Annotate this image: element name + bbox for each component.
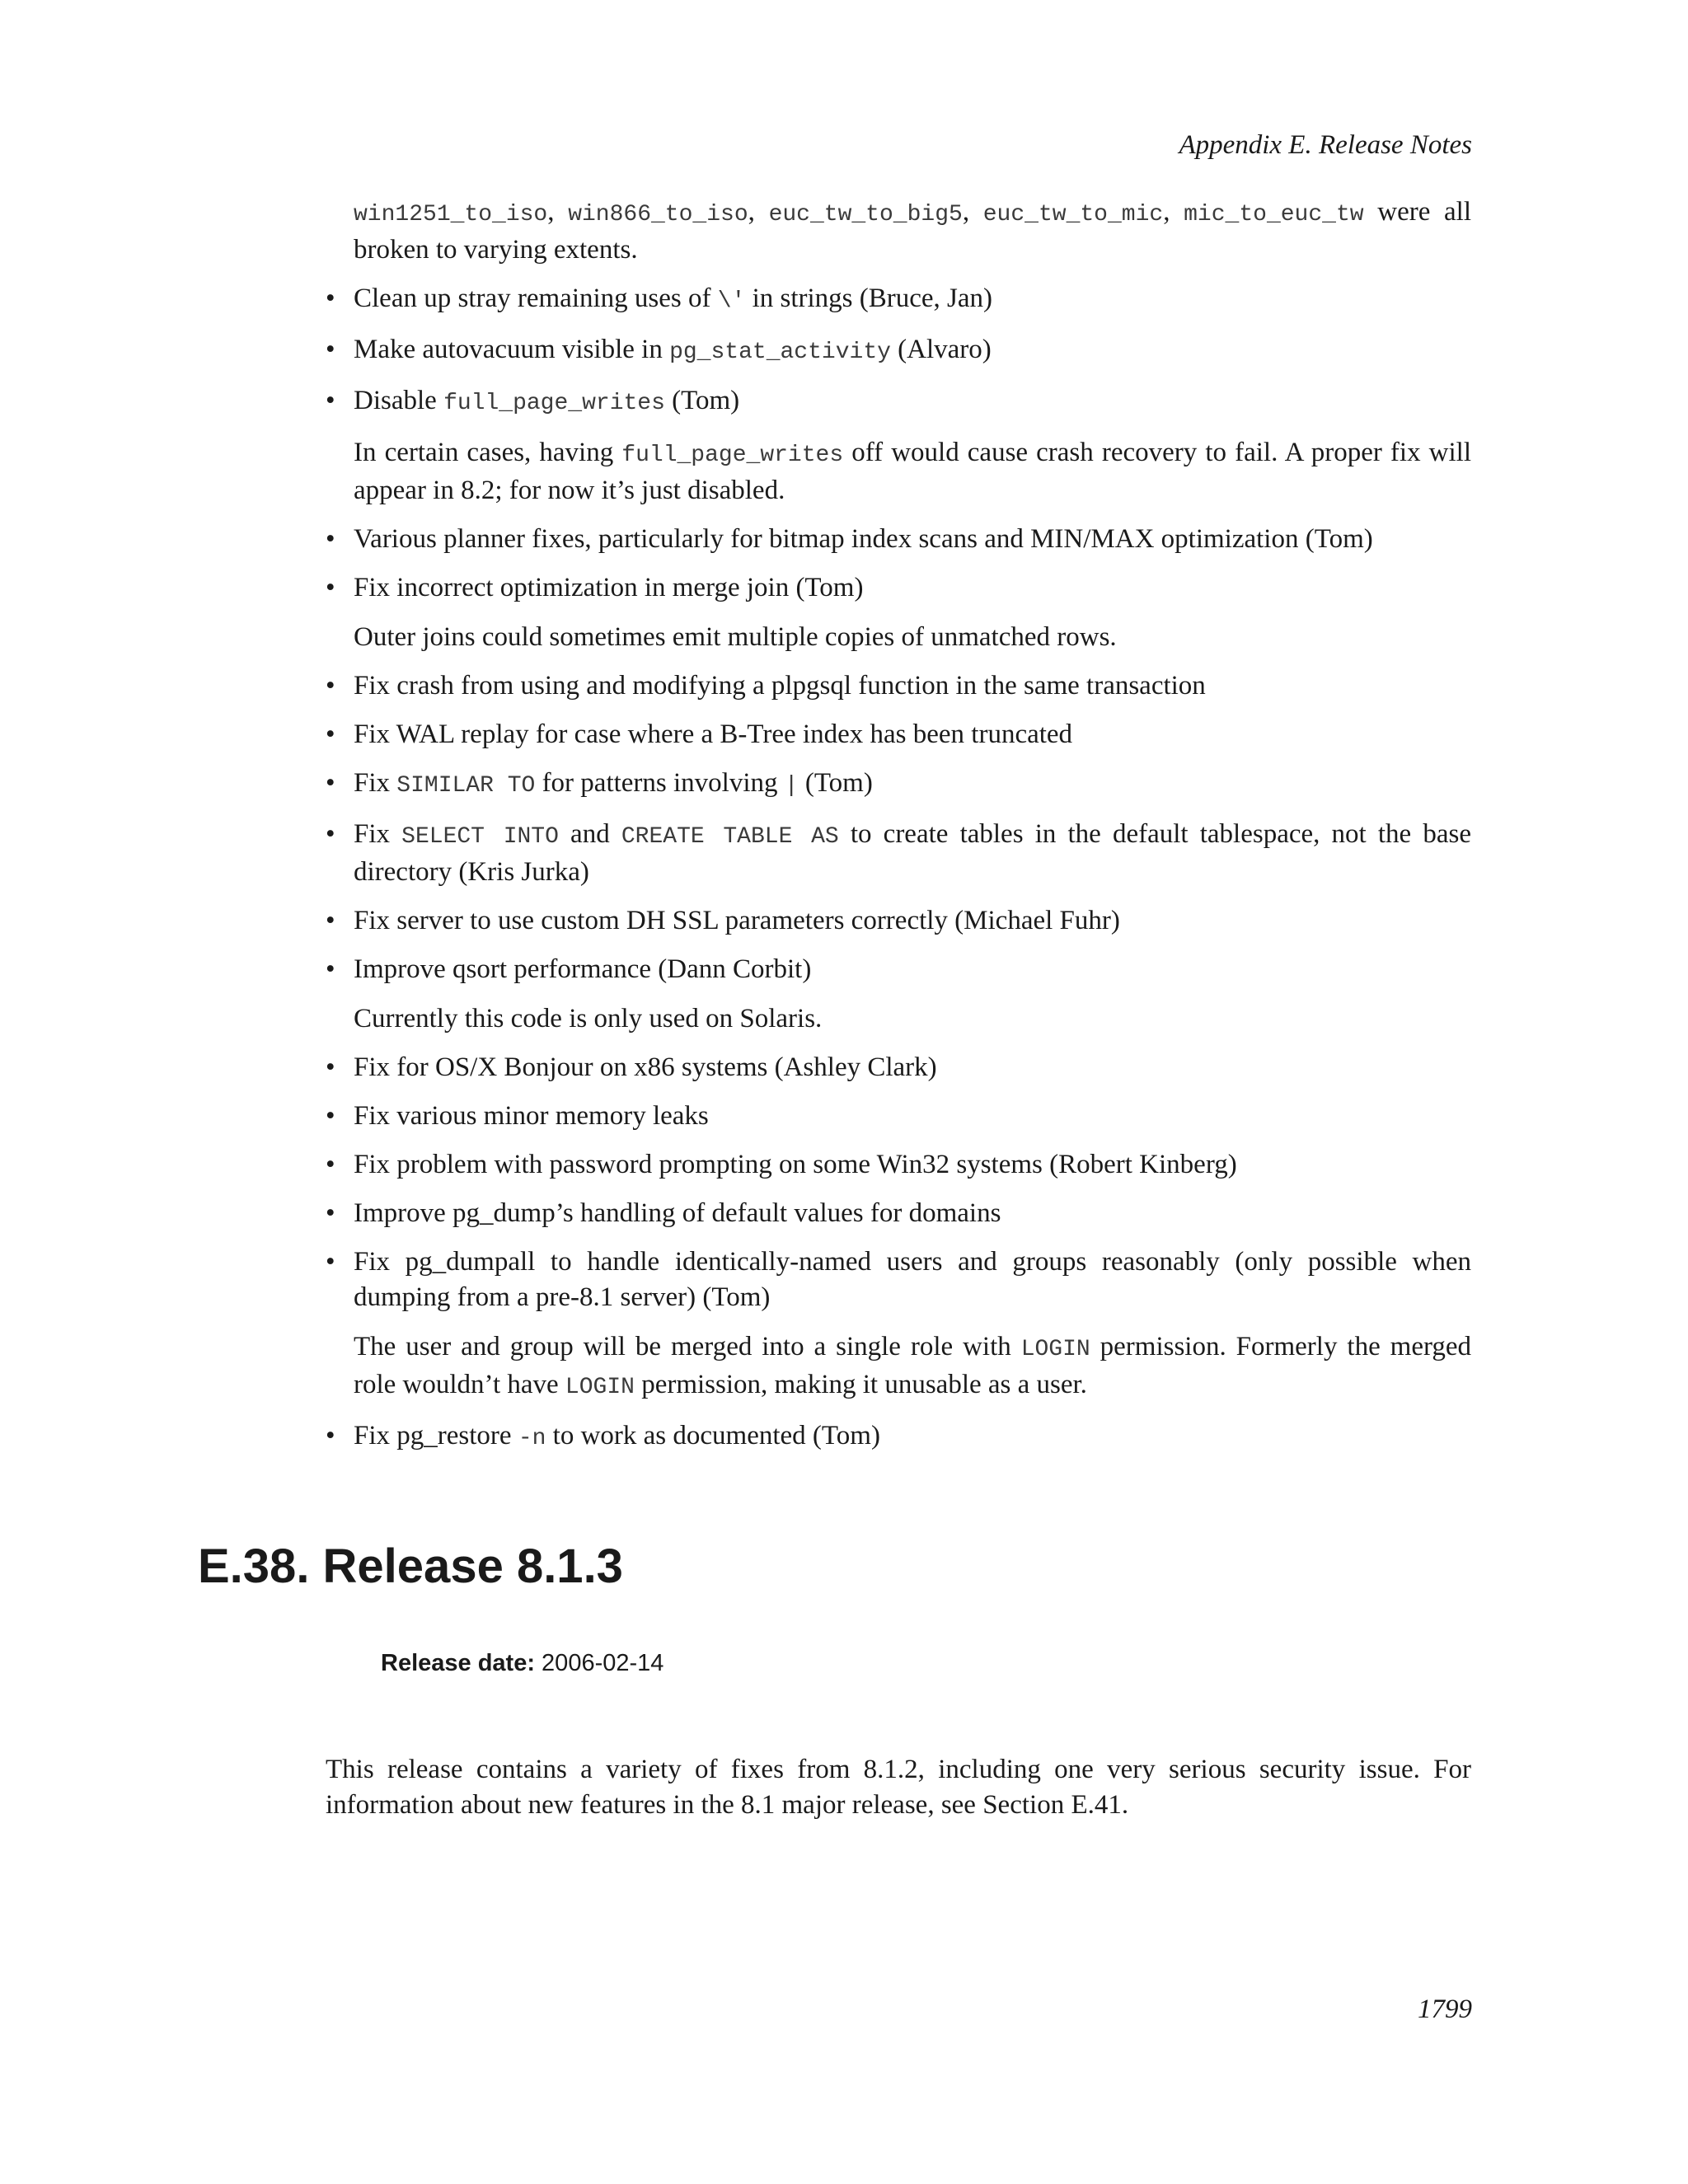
- item-text: Fix problem with password prompting on some Win32 systems (Robert Kinberg): [354, 1150, 1237, 1179]
- bullet-icon: •: [326, 524, 335, 554]
- list-item: [326, 522, 1471, 557]
- bullet-icon: •: [326, 335, 335, 364]
- bullet-icon: •: [326, 906, 335, 935]
- bullet-icon: •: [326, 1421, 335, 1451]
- release-date-value: 2006-02-14: [535, 1650, 664, 1676]
- bullet-icon: •: [326, 954, 335, 984]
- list-item: [326, 766, 1471, 804]
- list-item: [326, 817, 1471, 890]
- item-text: Disable full_page_writes (Tom): [354, 386, 740, 416]
- item-note: In certain cases, having full_page_writes off would cause crash recovery to fail. A proper fix will appear in 8.2; for now it’s just disabled.: [354, 438, 1471, 505]
- code-win866-to-iso: win866_to_iso: [568, 202, 748, 227]
- release-date: [381, 1648, 663, 1678]
- running-header: Appendix E. Release Notes: [1179, 130, 1472, 160]
- list-item: [326, 1099, 1471, 1134]
- item-text: Fix pg_restore -n to work as documented (Tom): [354, 1421, 880, 1451]
- item-text: Make autovacuum visible in pg_stat_activity (Alvaro): [354, 335, 992, 365]
- item-text: Fix incorrect optimization in merge join (Tom): [354, 573, 864, 602]
- bullet-icon: •: [326, 386, 335, 415]
- item-text: Fix WAL replay for case where a B-Tree index has been truncated: [354, 719, 1073, 749]
- bullet-icon: •: [326, 1150, 335, 1179]
- list-item: [326, 717, 1471, 752]
- list-item: [326, 1050, 1471, 1085]
- release-notes-content: [326, 194, 1471, 1456]
- item-note: Outer joins could sometimes emit multiple copies of unmatched rows.: [354, 622, 1117, 652]
- item-text: Fix various minor memory leaks: [354, 1101, 709, 1131]
- bullet-icon: •: [326, 719, 335, 749]
- code-win1251-to-iso: win1251_to_iso: [354, 202, 548, 227]
- item-text: Fix server to use custom DH SSL parameters correctly (Michael Fuhr): [354, 906, 1120, 935]
- bullet-icon: •: [326, 819, 335, 849]
- fix-list: [326, 281, 1471, 1456]
- bullet-icon: •: [326, 768, 335, 798]
- section-heading: E.38. Release 8.1.3: [198, 1540, 623, 1593]
- list-item: [326, 952, 1471, 1037]
- item-text: Improve pg_dump’s handling of default values for domains: [354, 1198, 1001, 1228]
- bullet-icon: •: [326, 284, 335, 313]
- list-item: [326, 332, 1471, 370]
- item-text: Fix SIMILAR TO for patterns involving | (Tom): [354, 768, 873, 799]
- continued-paragraph: win1251_to_iso, win866_to_iso, euc_tw_to_big5, euc_tw_to_mic, mic_to_euc_tw were all broken to varying extents.: [354, 197, 1472, 265]
- item-text: Fix SELECT INTO and CREATE TABLE AS to create tables in the default tablespace, not the base directory (Kris Jurka): [354, 819, 1471, 887]
- item-note: Currently this code is only used on Solaris.: [354, 1004, 823, 1033]
- list-item: [326, 1244, 1471, 1405]
- list-item: [326, 281, 1471, 319]
- list-item: [326, 668, 1471, 704]
- bullet-icon: •: [326, 1247, 335, 1277]
- code-mic-to-euc-tw: mic_to_euc_tw: [1184, 202, 1364, 227]
- item-text: Fix crash from using and modifying a plpgsql function in the same transaction: [354, 671, 1206, 701]
- item-text: Fix for OS/X Bonjour on x86 systems (Ashley Clark): [354, 1052, 937, 1082]
- item-text: Fix pg_dumpall to handle identically-named users and groups reasonably (only possible when dumping from a pre-8.1 server) (Tom): [354, 1247, 1471, 1312]
- code-euc-tw-to-mic: euc_tw_to_mic: [982, 202, 1164, 227]
- code-euc-tw-to-big5: euc_tw_to_big5: [768, 202, 963, 227]
- list-item: [326, 903, 1471, 939]
- list-item: [326, 570, 1471, 655]
- item-note: The user and group will be merged into a single role with LOGIN permission. Formerly the merged role wouldn’t have LOGIN permission, making it unusable as a user.: [354, 1332, 1471, 1400]
- list-item: [326, 1147, 1471, 1183]
- bullet-icon: •: [326, 1198, 335, 1228]
- release-date-label: Release date:: [381, 1650, 535, 1676]
- list-item: [326, 1196, 1471, 1231]
- bullet-icon: •: [326, 1052, 335, 1082]
- item-text: Improve qsort performance (Dann Corbit): [354, 954, 812, 984]
- section-intro: This release contains a variety of fixes from 8.1.2, including one very serious security issue. For information about new features in the 8.1 major release, see Section E.41.: [326, 1755, 1471, 1820]
- bullet-icon: •: [326, 1101, 335, 1131]
- page-number: 1799: [1418, 1994, 1472, 2024]
- item-text: Clean up stray remaining uses of \' in strings (Bruce, Jan): [354, 284, 993, 314]
- item-text: Various planner fixes, particularly for bitmap index scans and MIN/MAX optimization (Tom): [354, 524, 1373, 554]
- bullet-icon: •: [326, 671, 335, 701]
- list-item: [326, 383, 1471, 509]
- bullet-icon: •: [326, 573, 335, 602]
- list-item: [326, 1418, 1471, 1456]
